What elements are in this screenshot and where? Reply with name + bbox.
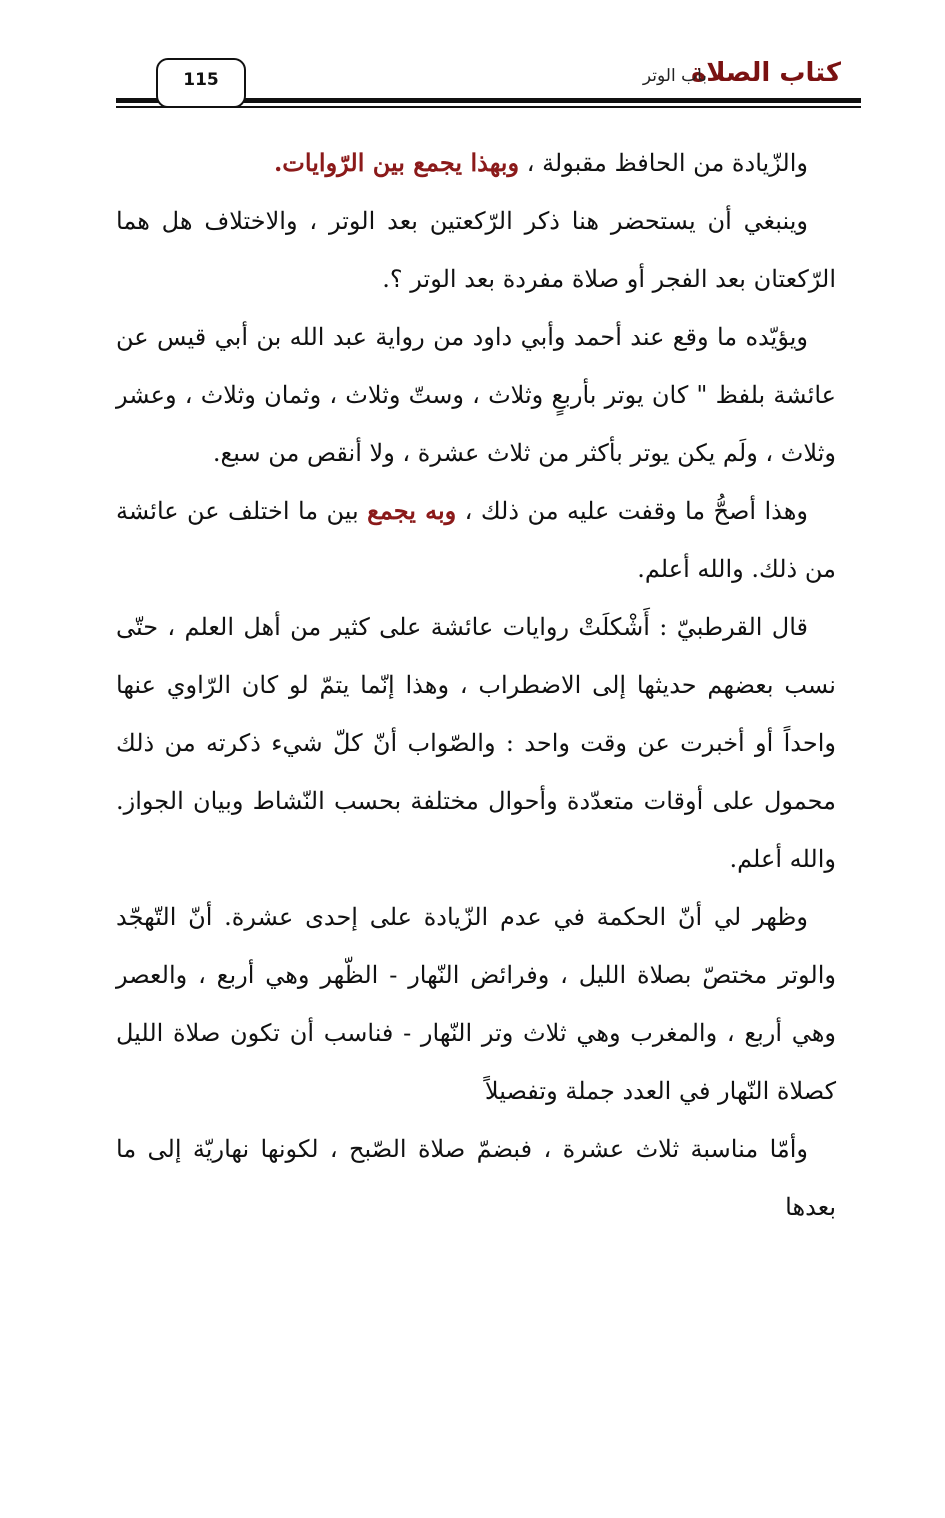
paragraph-1-text: والزّيادة من الحافظ مقبولة ، [519,149,808,177]
paragraph-4-text-start: وهذا أصحُّ ما وقفت عليه من ذلك ، [456,497,809,525]
paragraph-4 [116,482,836,598]
page-body [116,134,836,1236]
book-title: كتاب الصلاة [690,58,841,88]
paragraph-6: وظهر لي أنّ الحكمة في عدم الزّيادة على إحدى عشرة. أنّ التّهجّد والوتر مختصّ بصلاة الليل ، وفرائض النّهار - الظّهر وهي أربع ، والعصر وهي أربع ، والمغرب وهي ثلاث وتر النّهار - فناسب أن تكون صلاة الليل كصلاة النّهار في العدد جملة وتفصيلاً [116,903,836,1105]
page-number-box [156,58,246,108]
page-number: 115 [183,70,219,90]
paragraph-5: قال القرطبيّ : أَشْكلَتْ روايات عائشة على كثير من أهل العلم ، حتّى نسب بعضهم حديثها إلى الاضطراب ، وهذا إنّما يتمّ لو كان الرّاوي عنها واحداً أو أخبرت عن وقت واحد : والصّواب أنّ كلّ شيء ذكرته من ذلك محمول على أوقات متعدّدة وأحوال مختلفة بحسب النّشاط وبيان الجواز. والله أعلم. [116,613,836,873]
chapter-title: باب الوتر [642,66,707,86]
page-header [0,0,945,112]
paragraph-3: ويؤيّده ما وقع عند أحمد وأبي داود من رواية عبد الله بن أبي قيس عن عائشة بلفظ " كان يوتر بأربعٍ وثلاث ، وستّ وثلاث ، وثمان وثلاث ، وعشر وثلاث ، ولَم يكن يوتر بأكثر من ثلاث عشرة ، ولا أنقص من سبع. [116,323,837,467]
paragraph-4-highlight: وبه يجمع [367,496,457,525]
paragraph-1 [116,134,836,192]
paragraph-4-text-end: بين ما اختلف عن عائشة من ذلك. والله أعلم. [116,497,836,583]
paragraph-2: وينبغي أن يستحضر هنا ذكر الرّكعتين بعد الوتر ، والاختلاف هل هما الرّكعتان بعد الفجر أو صلاة مفردة بعد الوتر ؟. [116,207,836,293]
paragraph-7: وأمّا مناسبة ثلاث عشرة ، فبضمّ صلاة الصّبح ، لكونها نهاريّة إلى ما بعدها [116,1135,836,1221]
paragraph-1-highlight: وبهذا يجمع بين الرّوايات. [273,148,520,177]
